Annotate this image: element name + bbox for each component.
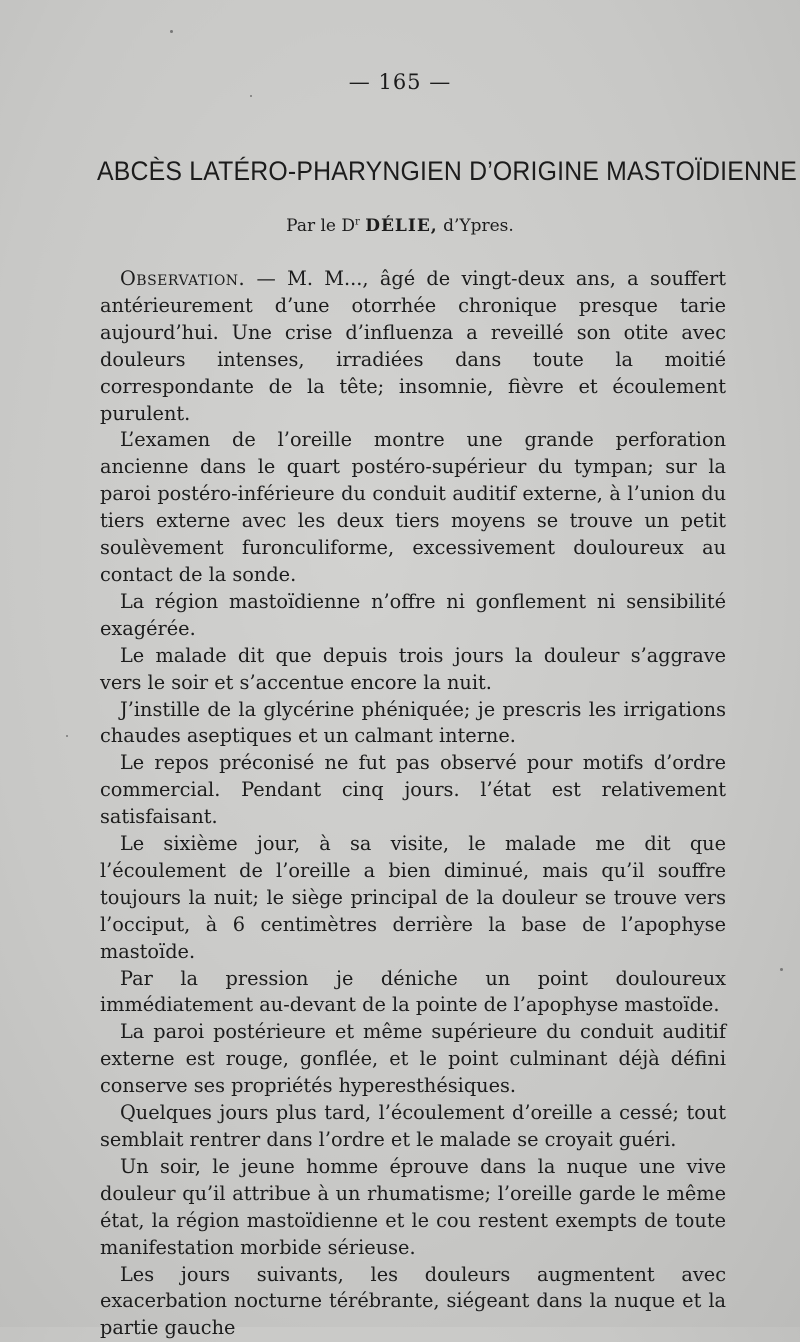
body-text [100, 266, 726, 1342]
byline-prefix: Par le D [286, 216, 356, 236]
byline-sup: r [355, 216, 360, 228]
paragraph-7: Le sixième jour, à sa visite, le malade me dit que l’écoulement de l’oreille a bien diminué, mais qu’il souffre toujours la nuit; le siège principal de la douleur se trouve vers l’occiput, à 6 centimètres derrière la base de l’apophyse mastoïde. [100, 832, 726, 963]
paper-speck [170, 30, 173, 33]
paper-speck [66, 735, 68, 737]
paragraph-8: Par la pression je déniche un point douloureux immédiatement au-devant de la pointe de l’apophyse mastoïde. [100, 966, 726, 1017]
paragraph-3: La région mastoïdienne n’offre ni gonflement ni sensibilité exagérée. [100, 589, 726, 640]
article-title: ABCÈS LATÉRO-PHARYNGIEN D’ORIGINE MASTOÏDIENNE [97, 156, 798, 186]
page-number: — 165 — [348, 70, 452, 94]
paragraph-1 [100, 266, 726, 427]
observation-lead: Observation. [120, 267, 246, 290]
byline [0, 216, 800, 236]
paragraph-text: — M. M..., âgé de vingt-deux ans, a souffert antérieurement d’une otorrhée chronique presque tarie aujourd’hui. Une crise d’influenza a reveillé son otite avec douleurs intenses, irradiées dans toute la moitié correspondante de la tête; insomnie, fièvre et écoulement purulent. [100, 267, 726, 425]
paper-speck [780, 968, 783, 971]
paper-speck [250, 95, 252, 97]
paragraph-6: Le repos préconisé ne fut pas observé pour motifs d’ordre commercial. Pendant cinq jours. l’état est relativement satisfaisant. [100, 751, 726, 829]
paragraph-5: J’instille de la glycérine phéniquée; je prescris les irrigations chaudes aseptiques et un calmant interne. [100, 697, 726, 748]
paragraph-11: Un soir, le jeune homme éprouve dans la nuque une vive douleur qu’il attribue à un rhumatisme; l’oreille garde le même état, la région mastoïdienne et le cou restent exempts de toute manifestation morbide sérieuse. [100, 1154, 726, 1259]
byline-suffix: d’Ypres. [437, 216, 514, 236]
paragraph-2: L’examen de l’oreille montre une grande perforation ancienne dans le quart postéro-supérieur du tympan; sur la paroi postéro-inférieure du conduit auditif externe, à l’union du tiers externe avec les deux tiers moyens se trouve un petit soulèvement furonculiforme, excessivement douloureux au contact de la sonde. [100, 428, 726, 586]
paragraph-4: Le malade dit que depuis trois jours la douleur s’aggrave vers le soir et s’accentue encore la nuit. [100, 643, 726, 694]
paragraph-10: Quelques jours plus tard, l’écoulement d’oreille a cessé; tout semblait rentrer dans l’ordre et le malade se croyait guéri. [100, 1101, 726, 1151]
paragraph-9: La paroi postérieure et même supérieure du conduit auditif externe est rouge, gonflée, et le point culminant déjà défini conserve ses propriétés hyperesthésiques. [100, 1020, 726, 1098]
author-name: DÉLIE, [365, 216, 438, 236]
paragraph-12: Les jours suivants, les douleurs augmentent avec exacerbation nocturne térébrante, siégeant dans la nuque et la partie gauche [100, 1262, 726, 1340]
